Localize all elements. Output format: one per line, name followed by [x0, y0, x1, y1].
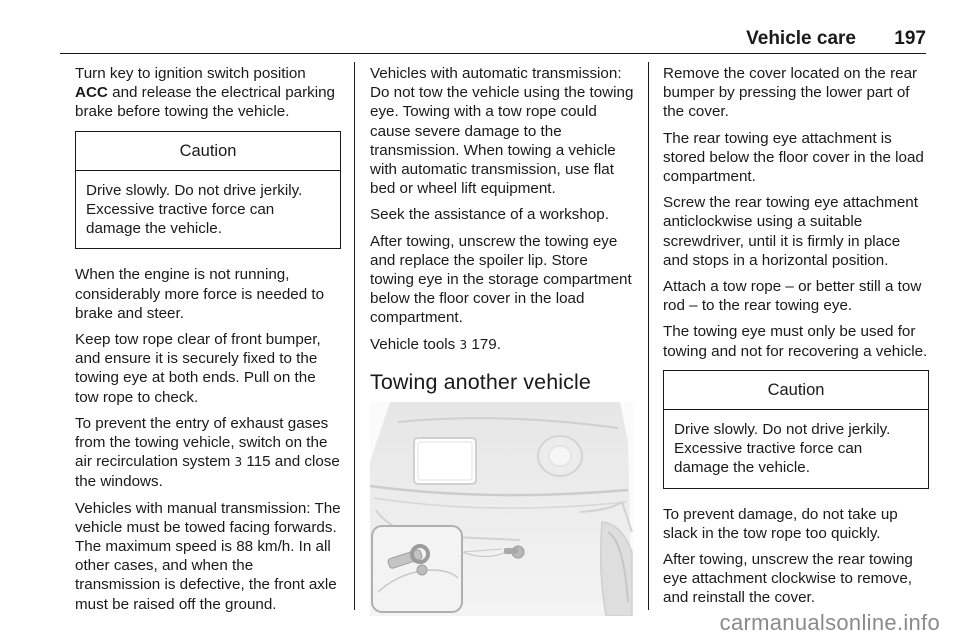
- watermark: carmanualsonline.info: [719, 610, 940, 635]
- paragraph: Vehicles with automatic transmission: Do not tow the vehicle using the towing eye. Towing with a tow rope could cause severe damage to the transmission. When towing a vehicle with automatic transmission, use flat bed or wheel lift equipment.: [370, 65, 634, 198]
- cross-reference-link[interactable]: 115 and close the windows.: [75, 453, 340, 491]
- paragraph: To prevent the entry of exhaust gases from the towing vehicle, switch on the air recirculation system 3 115 and close the windows.: [75, 414, 340, 491]
- paragraph: Vehicles with manual transmission: The vehicle must be towed facing forwards. The maximum speed is 88 km/h. In all other cases, and when the transmission is defective, the front axle must be raised off the ground.: [75, 499, 341, 613]
- page-ref-icon: 3: [234, 455, 243, 470]
- page-number: 197: [894, 28, 926, 49]
- section-heading: Towing another vehicle: [370, 369, 591, 394]
- paragraph: When the engine is not running, considerably more force is needed to brake and steer.: [75, 266, 325, 322]
- column-3: [663, 64, 929, 615]
- paragraph: After towing, unscrew the rear towing eye attachment clockwise to remove, and reinstall the cover.: [663, 551, 913, 607]
- ignition-position: ACC: [75, 84, 108, 102]
- cross-reference-link[interactable]: 179.: [467, 335, 501, 353]
- paragraph: Keep tow rope clear of front bumper, and ensure it is securely fixed to the towing eye at both ends. Pull on the tow rope to check.: [75, 331, 321, 406]
- paragraph: Seek the assistance of a workshop.: [370, 206, 609, 224]
- page-header: [60, 22, 926, 52]
- paragraph: Remove the cover located on the rear bumper by pressing the lower part of the cover.: [663, 65, 918, 121]
- column-divider-2: [648, 62, 649, 610]
- caution-title: Caution: [76, 132, 340, 171]
- paragraph: The rear towing eye attachment is stored below the floor cover in the load compartment.: [663, 129, 924, 186]
- paragraph: Vehicle tools 3 179.: [370, 335, 501, 353]
- paragraph: Attach a tow rope – or better still a tow rod – to the rear towing eye.: [663, 278, 922, 315]
- header-rule: [60, 53, 926, 54]
- column-divider-1: [354, 62, 355, 610]
- paragraph: After towing, unscrew the towing eye and replace the spoiler lip. Store towing eye in the storage compartment below the floor cover in the load compartment.: [370, 232, 632, 327]
- paragraph: The towing eye must only be used for towing and not for recovering a vehicle.: [663, 323, 928, 360]
- car-rear-drawing: [370, 402, 633, 616]
- paragraph: To prevent damage, do not take up slack in the tow rope too quickly.: [663, 505, 898, 542]
- caution-body: Drive slowly. Do not drive jerkily. Excessive tractive force can damage the vehicle.: [86, 181, 303, 238]
- section-title: Vehicle care: [746, 28, 856, 49]
- caution-box: [75, 131, 341, 250]
- caution-box: [663, 370, 929, 489]
- page-ref-icon: 3: [459, 337, 468, 352]
- column-2: [370, 64, 635, 616]
- caution-body: Drive slowly. Do not drive jerkily. Excessive tractive force can damage the vehicle.: [674, 421, 891, 477]
- paragraph: Screw the rear towing eye attachment anticlockwise using a suitable screwdriver, until it is firmly in place and stops in a horizontal position.: [663, 194, 918, 269]
- column-1: [75, 64, 341, 621]
- paragraph: Turn key to ignition switch position ACC and release the electrical parking brake before towing the vehicle.: [75, 65, 336, 121]
- caution-title: Caution: [664, 371, 928, 410]
- rear-towing-eye-illustration: [370, 402, 633, 616]
